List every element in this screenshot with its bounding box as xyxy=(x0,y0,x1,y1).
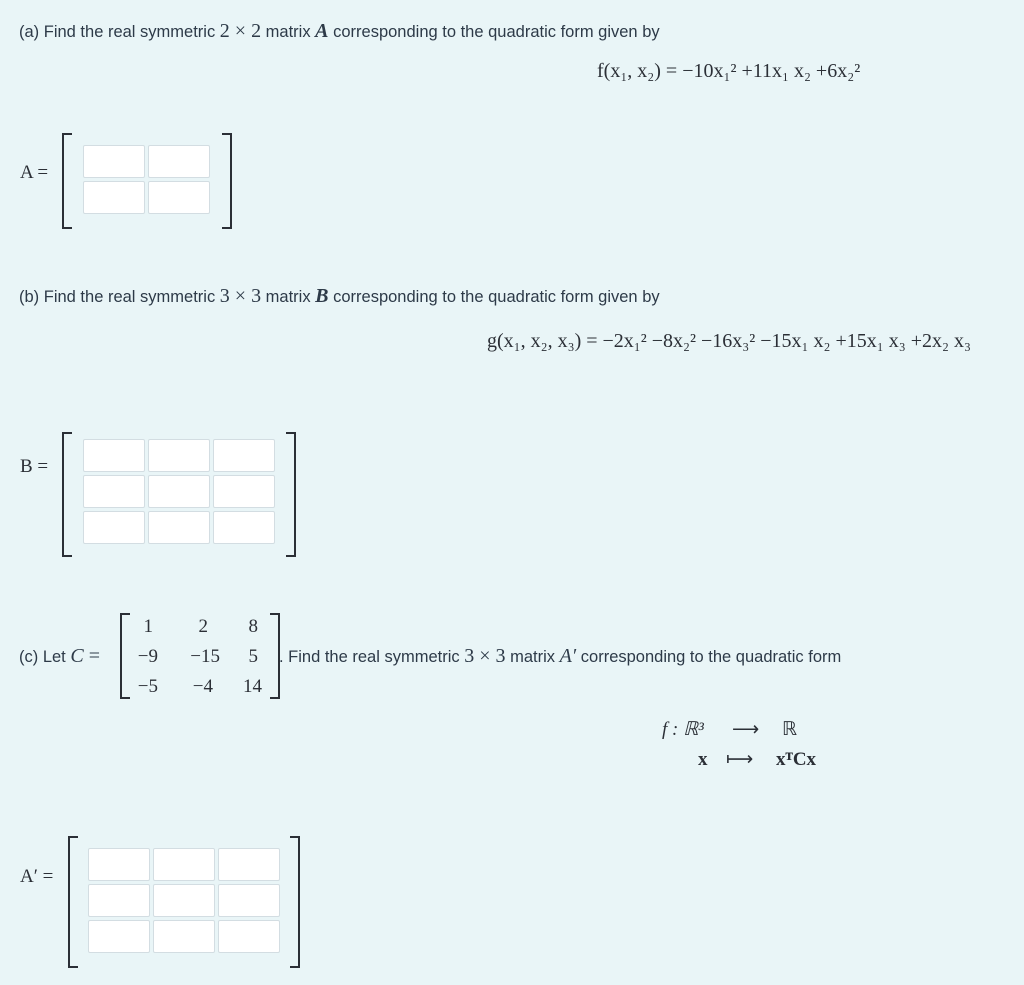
matrix-a-prime-cell-3-3[interactable] xyxy=(218,920,280,953)
matrix-a-cell-1-1[interactable] xyxy=(83,145,145,178)
part-c-let: (c) Let C = xyxy=(19,645,100,667)
matrix-b-cell-1-1[interactable] xyxy=(83,439,145,472)
matrix-b-cell-3-3[interactable] xyxy=(213,511,275,544)
matrix-a-prime-cell-2-3[interactable] xyxy=(218,884,280,917)
part-c-question: . Find the real symmetric 3 × 3 matrix A′ corresponding to the quadratic form xyxy=(279,645,842,667)
map-line-1: f : ℝ³ ⟶ ℝ xyxy=(662,719,798,740)
matrix-c-cell: −5 xyxy=(137,676,158,697)
matrix-a-right-bracket xyxy=(222,133,232,229)
part-a-formula: f(x₁, x₂) = −10x₁² +11x₁ x₂ +6x₂² xyxy=(597,60,861,82)
matrix-c-cell: 5 xyxy=(248,646,258,667)
matrix-a-cell-2-2[interactable] xyxy=(148,181,210,214)
matrix-c-cell: 14 xyxy=(243,676,262,697)
matrix-b-cell-3-2[interactable] xyxy=(148,511,210,544)
matrix-a-prime-cell-3-1[interactable] xyxy=(88,920,150,953)
matrix-c-cell: −9 xyxy=(137,646,158,667)
matrix-a-prime-right-bracket xyxy=(290,836,300,968)
matrix-c-cell: 2 xyxy=(198,616,208,637)
matrix-a-prime-cell-2-1[interactable] xyxy=(88,884,150,917)
matrix-a-prime-cell-1-1[interactable] xyxy=(88,848,150,881)
matrix-a-prime-cell-1-3[interactable] xyxy=(218,848,280,881)
matrix-b-cell-1-3[interactable] xyxy=(213,439,275,472)
matrix-c-cell: −4 xyxy=(192,676,213,697)
matrix-b-cell-2-1[interactable] xyxy=(83,475,145,508)
part-b-formula: g(x₁, x₂, x₃) = −2x₁² −8x₂² −16x₃² −15x₁ x₂ +15x₁ x₃ +2x₂ x₃ xyxy=(487,330,971,352)
matrix-b-left-bracket xyxy=(62,432,72,557)
matrix-a-cell-2-1[interactable] xyxy=(83,181,145,214)
matrix-a-label: A = xyxy=(20,162,49,183)
matrix-b-cell-2-2[interactable] xyxy=(148,475,210,508)
matrix-a-cell-1-2[interactable] xyxy=(148,145,210,178)
matrix-b-cell-1-2[interactable] xyxy=(148,439,210,472)
matrix-b-cell-2-3[interactable] xyxy=(213,475,275,508)
matrix-c-cell: 8 xyxy=(248,616,258,637)
matrix-b-right-bracket xyxy=(286,432,296,557)
part-a-question: (a) Find the real symmetric 2 × 2 matrix A corresponding to the quadratic form given by xyxy=(19,20,660,42)
matrix-c-cell: 1 xyxy=(143,616,153,637)
part-b-question: (b) Find the real symmetric 3 × 3 matrix B corresponding to the quadratic form given by xyxy=(19,285,660,307)
matrix-a-prime-cell-1-2[interactable] xyxy=(153,848,215,881)
matrix-a-prime-cell-2-2[interactable] xyxy=(153,884,215,917)
map-line-2: x ⟼ xᵀCx xyxy=(698,749,817,770)
matrix-a-prime-cell-3-2[interactable] xyxy=(153,920,215,953)
matrix-c-cell: −15 xyxy=(190,646,220,667)
matrix-a-prime-left-bracket xyxy=(68,836,78,968)
matrix-a-left-bracket xyxy=(62,133,72,229)
matrix-a-prime-label: A′ = xyxy=(20,866,54,887)
matrix-b-label: B = xyxy=(20,456,49,477)
matrix-b-cell-3-1[interactable] xyxy=(83,511,145,544)
